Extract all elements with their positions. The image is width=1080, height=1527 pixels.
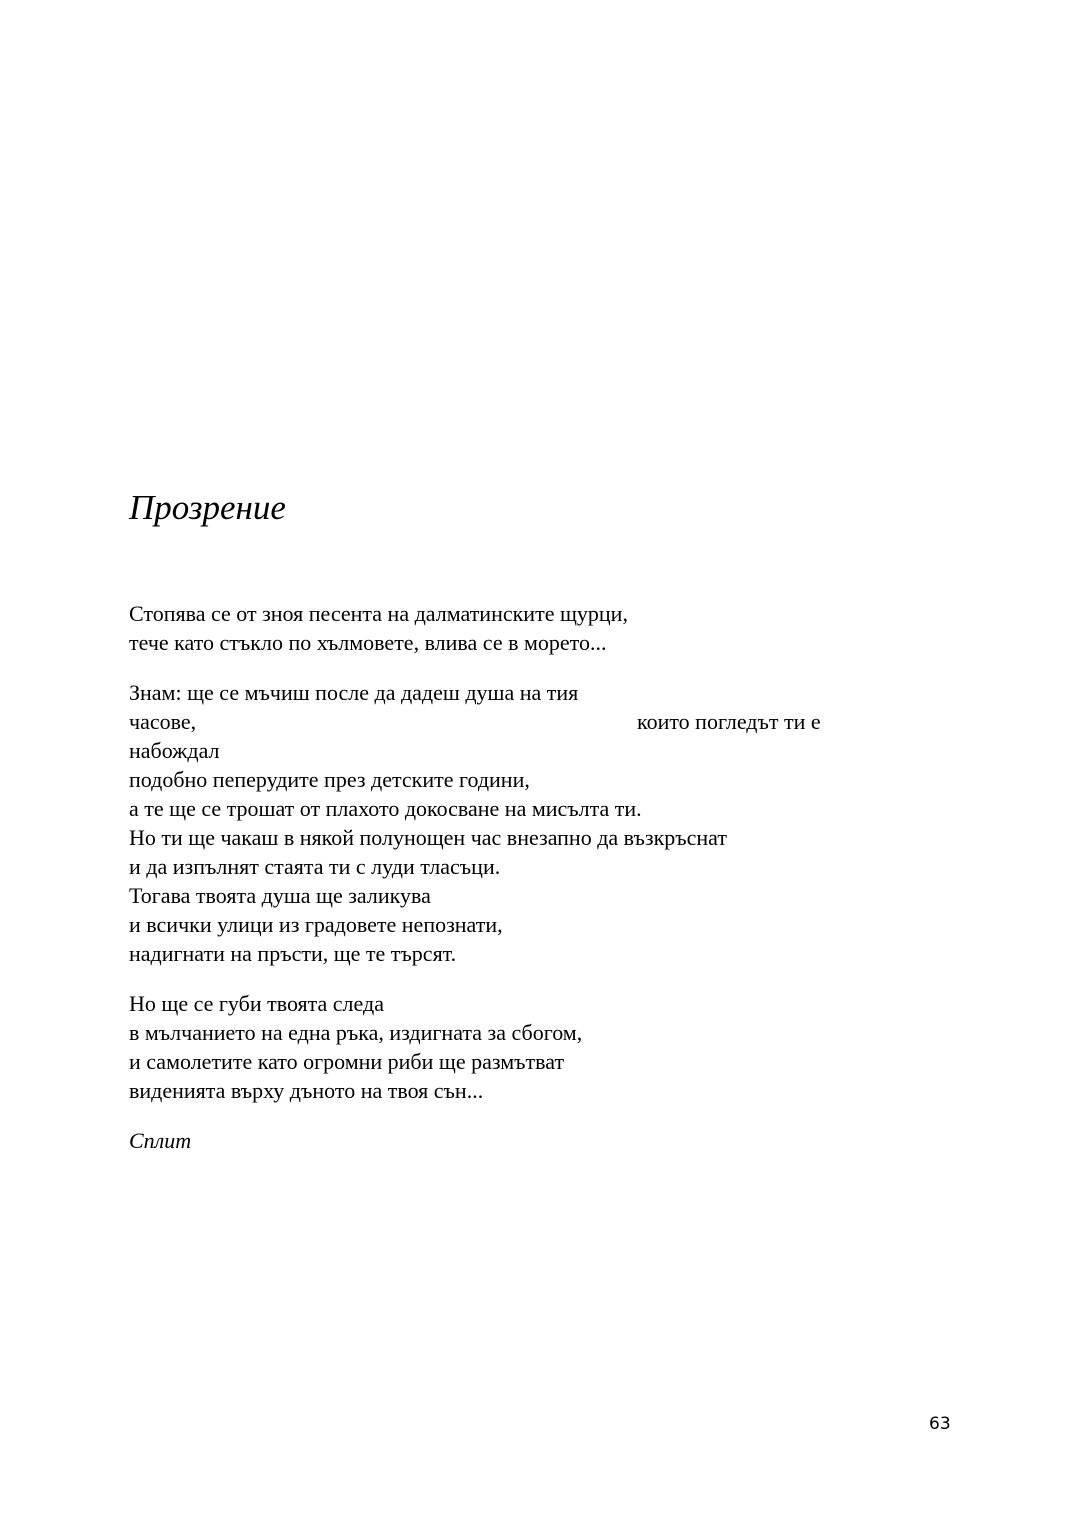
stanza-2 bbox=[129, 678, 889, 968]
poem-line-right-part: които погледът ти е bbox=[637, 709, 821, 734]
poem-line: Но ще се губи твоята следа bbox=[129, 991, 384, 1016]
poem-line: виденията върху дъното на твоя сън... bbox=[129, 1078, 484, 1103]
poem-line-split bbox=[129, 707, 889, 736]
poem-line: и да изпълнят стаята ти с луди тласъци. bbox=[129, 854, 501, 879]
poem-title: Прозрение bbox=[129, 488, 286, 527]
poem-line: в мълчанието на една ръка, издигната за сбогом, bbox=[129, 1020, 583, 1045]
poem-line: набождал bbox=[129, 738, 220, 763]
poem-signature: Сплит bbox=[129, 1128, 192, 1153]
poem-line-left-part: часове, bbox=[129, 709, 197, 734]
poem-line: а те ще се трошат от плахото докосване на мисълта ти. bbox=[129, 796, 642, 821]
poem-body bbox=[129, 599, 889, 1155]
poem-line: подобно пеперудите през детските години, bbox=[129, 767, 530, 792]
stanza-1 bbox=[129, 599, 889, 657]
poem-line: и самолетите като огромни риби ще размътват bbox=[129, 1049, 565, 1074]
poem-line: Стопява се от зноя песента на далматинските щурци, bbox=[129, 601, 628, 626]
poem-line: надигнати на пръсти, ще те търсят. bbox=[129, 941, 457, 966]
poem-line: Тогава твоята душа ще заликува bbox=[129, 883, 431, 908]
poem-line: и всички улици из градовете непознати, bbox=[129, 912, 503, 937]
stanza-3 bbox=[129, 989, 889, 1105]
page-number: 63 bbox=[929, 1414, 951, 1434]
poem-line: Но ти ще чакаш в някой полунощен час внезапно да възкръснат bbox=[129, 825, 727, 850]
poem-line: тече като стъкло по хълмовете, влива се в морето... bbox=[129, 630, 607, 655]
poem-line: Знам: ще се мъчиш после да дадеш душа на тия bbox=[129, 680, 579, 705]
